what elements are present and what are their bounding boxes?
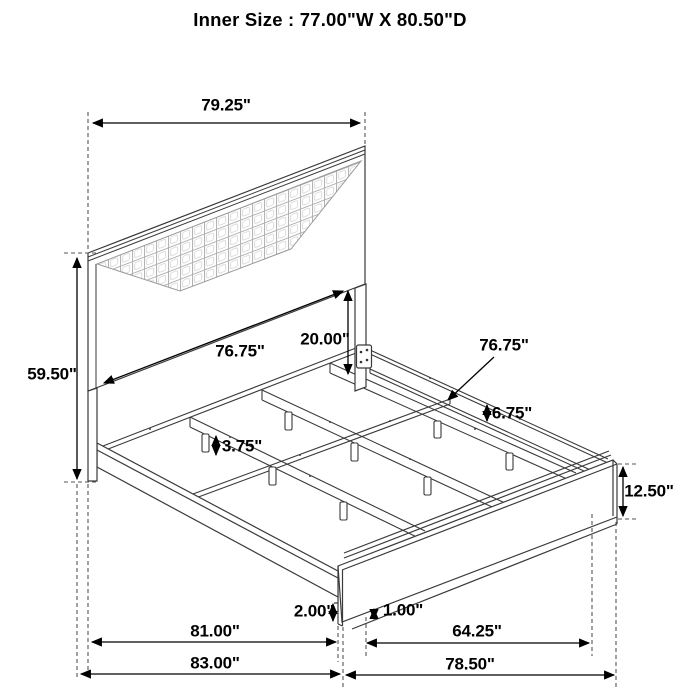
side-rail: [97, 443, 338, 597]
headboard-right-post: [355, 284, 366, 391]
dim-rail-length-label: 78.50": [445, 654, 495, 674]
footboard: [334, 451, 617, 629]
dim-footboard-height-label: 12.50": [624, 481, 674, 501]
dim-headboard-height-label: 59.50": [27, 364, 77, 384]
headboard-left-leg: [88, 388, 97, 481]
dim-side-rail-height-label: 6.75": [491, 403, 533, 423]
rail-bracket: [357, 345, 372, 368]
dim-foot-height-label: 2.00": [293, 601, 335, 621]
dim-base-clearance-label: 1.00": [382, 600, 424, 620]
support-legs: [202, 412, 513, 520]
dim-slat-span-label: 64.25": [452, 621, 502, 641]
dim-headboard-inner-width-label: 76.75": [215, 341, 265, 361]
page-title: Inner Size : 77.00"W X 80.50"D: [193, 9, 467, 30]
dim-top-width-label: 79.25": [201, 95, 251, 115]
dim-panel-height-label: 20.00": [300, 329, 350, 349]
screw-dots: [149, 377, 521, 477]
dim-inner-depth-label: 81.00": [190, 621, 240, 641]
dim-support-leg-height-label: 3.75": [221, 436, 263, 456]
dim-slat-width-label: 76.75": [479, 335, 529, 355]
dim-overall-depth-label: 83.00": [190, 653, 240, 673]
